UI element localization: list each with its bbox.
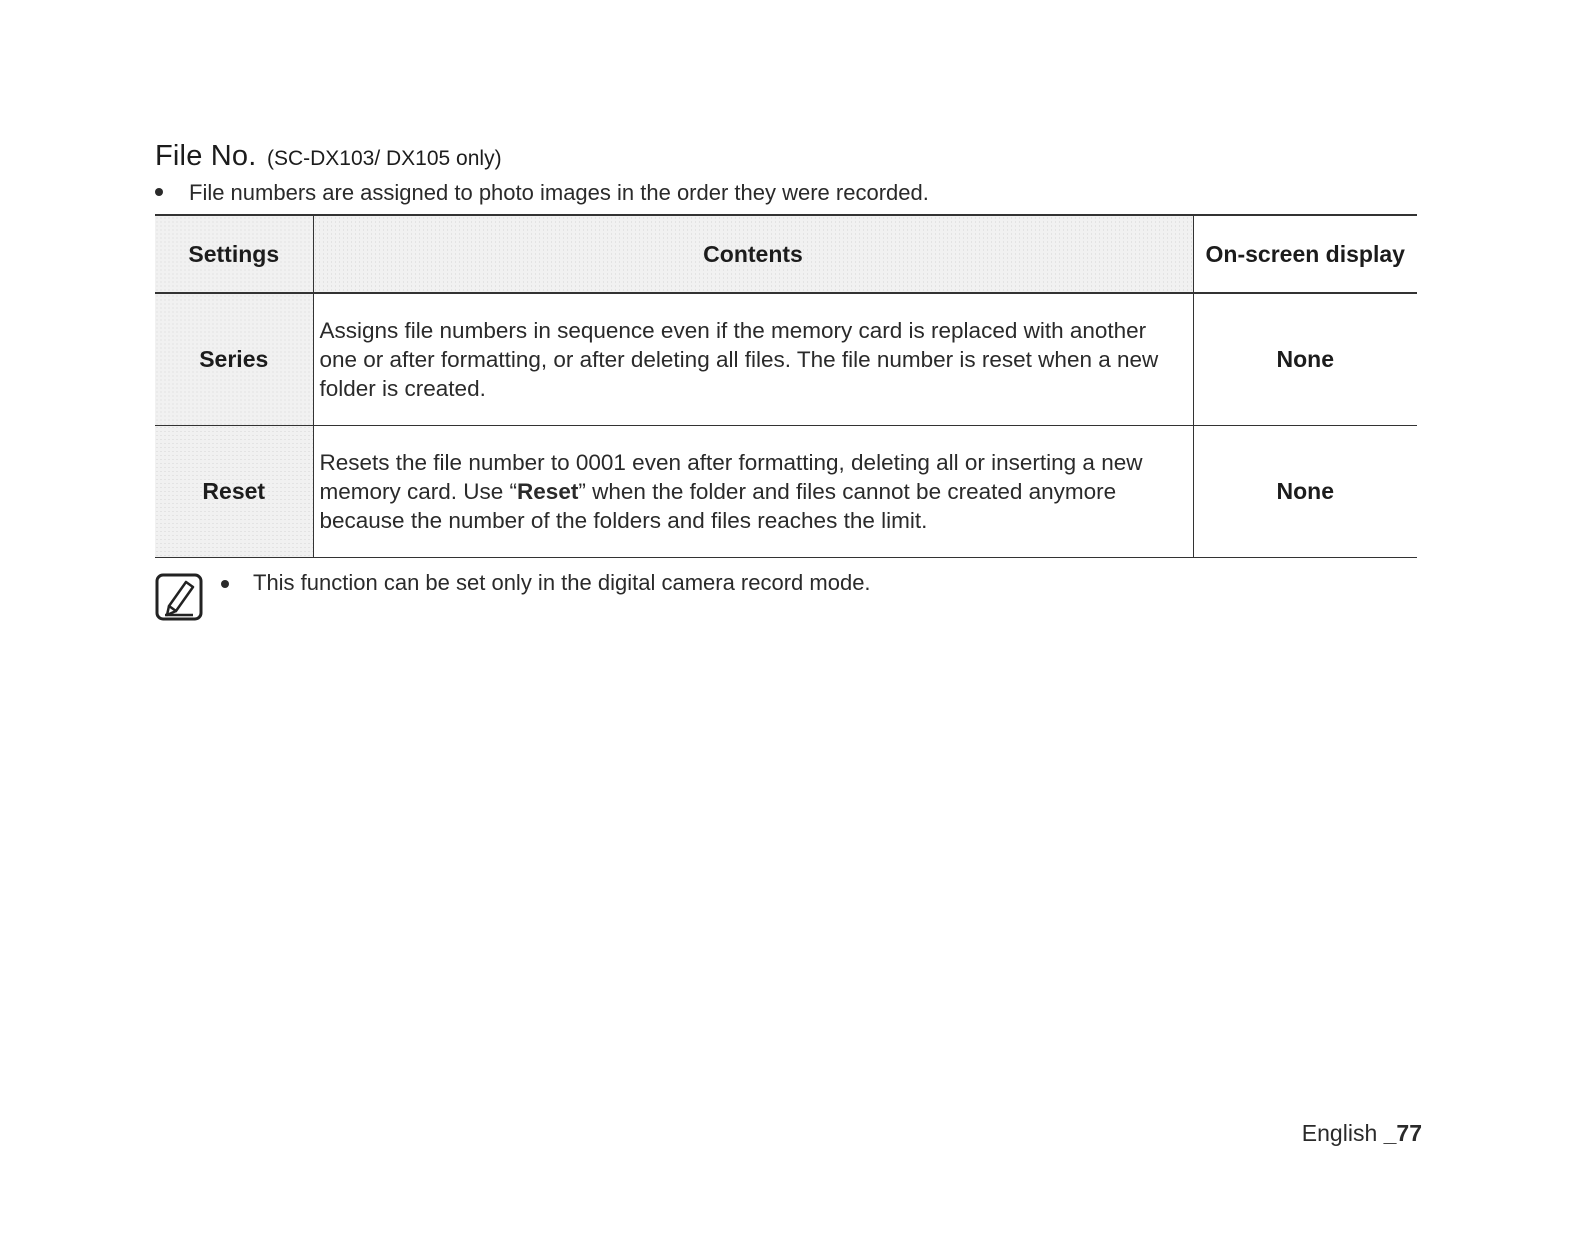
section-title: File No. (155, 140, 257, 172)
header-settings: Settings (155, 215, 313, 293)
settings-table (155, 214, 1417, 558)
note-text: This function can be set only in the digital camera record mode. (253, 570, 871, 595)
page-footer (1302, 1120, 1422, 1147)
contents-series: Assigns file numbers in sequence even if the memory card is replaced with another one or after formatting, or after deleting all files. The file number is reset when a new folder is created. (313, 293, 1193, 425)
note-pencil-icon (155, 572, 203, 622)
section-subtitle: (SC-DX103/ DX105 only) (266, 147, 502, 170)
table-row (155, 425, 1417, 557)
display-series: None (1193, 293, 1417, 425)
footer-language: English (1301, 1120, 1378, 1146)
contents-reset-part1: Resets the file number to 0001 even after formatting, deleting all or inserting a new memory card. Use “ (319, 449, 1143, 504)
setting-reset: Reset (155, 425, 313, 557)
header-display: On-screen display (1193, 215, 1417, 293)
bullet-dot-icon (221, 580, 229, 588)
intro-text: File numbers are assigned to photo images in the order they were recorded. (189, 180, 929, 205)
intro-bullet (155, 180, 929, 206)
table-row (155, 293, 1417, 425)
contents-reset-part2: ” when the folder and files cannot be created anymore because the number of the folders and files reaches the limit. (319, 478, 1117, 533)
header-contents: Contents (313, 215, 1193, 293)
table-header-row (155, 215, 1417, 293)
setting-series: Series (155, 293, 313, 425)
contents-reset-bold: Reset (517, 478, 579, 504)
display-reset: None (1193, 425, 1417, 557)
contents-reset (313, 425, 1193, 557)
section-heading (155, 140, 502, 173)
bullet-dot-icon (155, 188, 163, 196)
page-number: _77 (1383, 1120, 1422, 1146)
